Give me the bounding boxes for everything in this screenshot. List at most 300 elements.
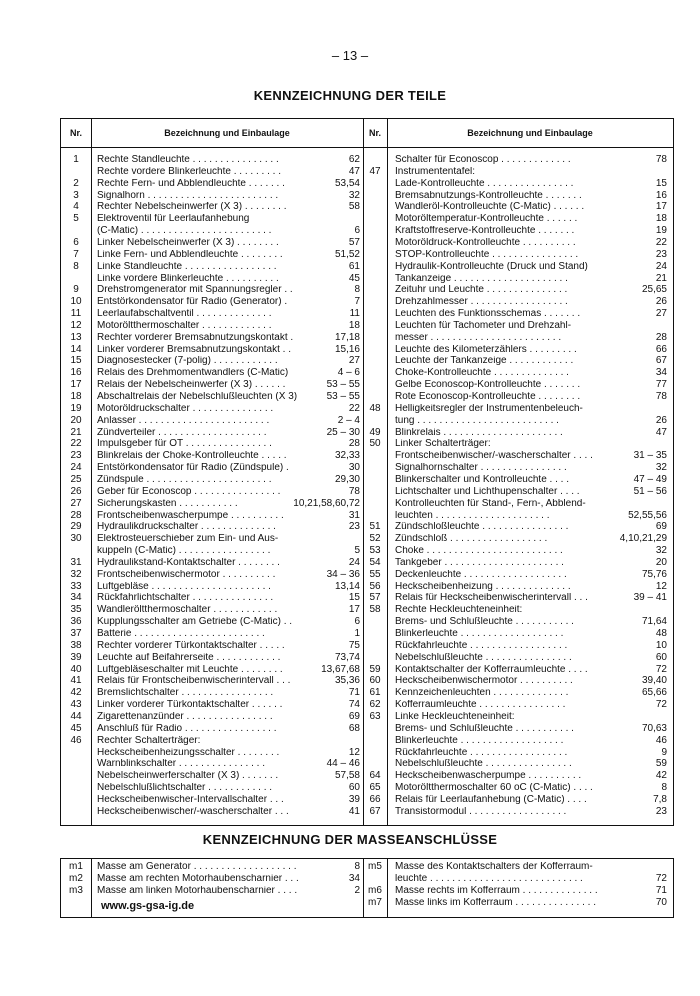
row-description: Motoröldruckschalter . . . . . . . . . . . . . . . bbox=[97, 403, 274, 414]
row-number: 55 bbox=[369, 568, 381, 580]
row-description: Blinkerleuchte . . . . . . . . . . . . . . . . . . . bbox=[395, 735, 564, 746]
row-value: 47 bbox=[655, 426, 667, 438]
row-description: Rückfahrleuchte . . . . . . . . . . . . . . . . . . bbox=[395, 640, 568, 651]
row-description: Masse am rechten Motorhaubenscharnier . . . bbox=[97, 873, 299, 884]
parts-title: KENNZEICHNUNG DER TEILE bbox=[253, 88, 447, 103]
row-description: Motoröldruck-Kontrolleuchte . . . . . . . . . . bbox=[395, 237, 576, 248]
row-value: 59 bbox=[655, 758, 667, 770]
row-value: 24 bbox=[655, 260, 667, 272]
row-description: Leuchte des Kilometerzählers . . . . . . . . . bbox=[395, 344, 577, 355]
row-number: 49 bbox=[369, 426, 381, 438]
row-number: 26 bbox=[70, 485, 82, 497]
row-description: Linke Heckleuchteneinheit: bbox=[395, 711, 515, 722]
row-value: 6 bbox=[354, 616, 360, 628]
row-value: 39 – 41 bbox=[633, 592, 667, 604]
row-value: 71 bbox=[348, 687, 360, 699]
row-description: Zigarettenanzünder . . . . . . . . . . . . . . . . bbox=[97, 711, 273, 722]
row-description: Heckscheibenwischermotor . . . . . . . . . . bbox=[395, 676, 573, 687]
row-value: 10,21,58,60,72 bbox=[293, 497, 360, 509]
row-value: 17 bbox=[655, 201, 667, 213]
row-number: 5 bbox=[73, 213, 79, 225]
row-description: messer . . . . . . . . . . . . . . . . . . . . . . . . bbox=[395, 332, 562, 343]
row-description: Choke-Kontrolleuchte . . . . . . . . . . . . . . bbox=[395, 368, 569, 379]
row-description: Kraftstoffreserve-Kontrolleuchte . . . . . . . bbox=[395, 226, 575, 237]
divider bbox=[387, 119, 388, 825]
row-description: Nebelschlußleuchte . . . . . . . . . . . . . . . . bbox=[395, 759, 572, 770]
row-value: 57 bbox=[348, 236, 360, 248]
row-value: 42 bbox=[655, 770, 667, 782]
row-description: Batterie . . . . . . . . . . . . . . . . . . . . . . . . bbox=[97, 629, 265, 639]
row-number: 42 bbox=[70, 687, 82, 699]
row-description: Geber für Econoscop . . . . . . . . . . . . . . . . bbox=[97, 486, 281, 497]
row-description: leuchten . . . . . . . . . . . . . . . . . . . . . bbox=[395, 510, 550, 521]
row-description: Kontaktschalter der Kofferraumleuchte . . . . bbox=[395, 664, 588, 675]
row-value: 23 bbox=[348, 521, 360, 533]
row-description: Zündverteiler . . . . . . . . . . . . . . . . . . . . bbox=[97, 427, 267, 438]
divider bbox=[387, 859, 388, 917]
row-description: Wandleröl-Kontrolleuchte (C-Matic) . . . . . . bbox=[395, 202, 585, 213]
row-number: m5 bbox=[368, 861, 382, 872]
row-description: Impulsgeber für OT . . . . . . . . . . . . . . . . bbox=[97, 439, 272, 450]
row-description: Diagnosestecker (7-polig) . . . . . . . . . . . . bbox=[97, 356, 278, 367]
row-value: 6 bbox=[354, 225, 360, 237]
row-number: 63 bbox=[369, 710, 381, 722]
col-header-nr: Nr. bbox=[368, 128, 381, 138]
row-number: 12 bbox=[70, 319, 82, 331]
row-description: Helligkeitsregler der Instrumentenbeleuch- bbox=[395, 403, 583, 414]
row-value: 78 bbox=[655, 391, 667, 402]
row-number: 51 bbox=[369, 521, 381, 533]
row-value: 68 bbox=[348, 722, 360, 734]
row-description: Drehstromgenerator mit Spannungsregler . . bbox=[97, 285, 293, 296]
row-description: Elektrosteuerschieber zum Ein- und Aus- bbox=[97, 534, 279, 545]
row-description: Masse links im Kofferraum . . . . . . . . . . . . . . . bbox=[395, 897, 596, 908]
row-value: 67 bbox=[655, 355, 667, 367]
row-value: 15 bbox=[655, 177, 667, 189]
row-description: Wandleröltthermoschalter . . . . . . . . . . . . bbox=[97, 605, 278, 616]
row-number: 64 bbox=[369, 770, 381, 782]
row-value: 20 bbox=[655, 556, 667, 568]
row-description: Masse rechts im Kofferraum . . . . . . . . . . . . . . bbox=[395, 885, 598, 896]
row-description: Luftgebläseschalter mit Leuchte . . . . . . . . bbox=[97, 664, 283, 675]
row-value: 16 bbox=[655, 189, 667, 201]
row-number: 35 bbox=[70, 604, 82, 616]
row-value: 22 bbox=[348, 402, 360, 414]
row-description: Brems- und Schlußleuchte . . . . . . . . . . . bbox=[395, 617, 574, 628]
row-description: Nebelschlußleuchte . . . . . . . . . . . . . . . . bbox=[395, 652, 572, 663]
row-description: Deckenleuchte . . . . . . . . . . . . . . . . . . . bbox=[395, 569, 567, 580]
row-number: 47 bbox=[369, 165, 381, 177]
row-value: 53 – 55 bbox=[326, 391, 360, 402]
row-description: Drehzahlmesser . . . . . . . . . . . . . . . . . . bbox=[395, 297, 568, 308]
header-divider bbox=[61, 147, 673, 148]
row-description: Linker vorderer Bremsabnutzungskontakt . . bbox=[97, 344, 291, 355]
row-value: 60 bbox=[655, 651, 667, 663]
row-value: 58 bbox=[348, 201, 360, 213]
row-description: Leerlaufabschaltventil . . . . . . . . . . . . . . bbox=[97, 309, 272, 320]
row-value: 32 bbox=[655, 545, 667, 557]
row-number: 60 bbox=[369, 675, 381, 687]
row-number: 25 bbox=[70, 473, 82, 485]
row-description: Rote Econoscop-Kontrolleuchte . . . . . . . . bbox=[395, 392, 581, 402]
row-description: Elektroventil für Leerlaufanhebung bbox=[97, 214, 250, 225]
row-value: 69 bbox=[348, 710, 360, 722]
row-number: 62 bbox=[369, 699, 381, 711]
row-number: 31 bbox=[70, 556, 82, 568]
row-number: 45 bbox=[70, 722, 82, 734]
row-description: Leuchten für Tachometer und Drehzahl- bbox=[395, 320, 572, 331]
row-value: 12 bbox=[348, 746, 360, 758]
row-value: 41 bbox=[348, 805, 360, 817]
row-description: Lichtschalter und Lichthupenschalter . . . . bbox=[395, 486, 580, 497]
row-value: 30 bbox=[348, 462, 360, 474]
row-value: 71 bbox=[655, 884, 667, 896]
row-description: Transistormodul . . . . . . . . . . . . . . . . . . bbox=[395, 806, 567, 817]
row-value: 61 bbox=[348, 260, 360, 272]
row-description: Rechte Fern- und Abblendleuchte . . . . . . . bbox=[97, 178, 285, 189]
row-number: 52 bbox=[369, 533, 381, 545]
row-description: Sicherungskasten . . . . . . . . . . . bbox=[97, 498, 238, 509]
row-value: 44 – 46 bbox=[326, 758, 360, 770]
row-number: 57 bbox=[369, 592, 381, 604]
row-value: 7 bbox=[354, 296, 360, 308]
row-description: Zeituhr und Leuchte . . . . . . . . . . . . . . . bbox=[395, 285, 568, 296]
row-number: 3 bbox=[73, 189, 79, 201]
row-description: Signalhorn . . . . . . . . . . . . . . . . . . . . . . . . bbox=[97, 190, 279, 201]
row-number: 50 bbox=[369, 438, 381, 450]
row-description: Motoröltemperatur-Kontrolleuchte . . . . . . bbox=[395, 214, 578, 225]
row-number: 21 bbox=[70, 426, 82, 438]
row-description: Nebelschlußlichtschalter . . . . . . . . . . . . bbox=[97, 783, 273, 794]
row-number: 14 bbox=[70, 343, 82, 355]
row-value: 10 bbox=[655, 639, 667, 651]
row-number: 27 bbox=[70, 497, 82, 509]
row-value: 72 bbox=[655, 872, 667, 884]
row-number: 18 bbox=[70, 391, 82, 402]
row-description: Zündschloß . . . . . . . . . . . . . . . . . . bbox=[395, 534, 548, 545]
row-description: tung . . . . . . . . . . . . . . . . . . . . . . . . . . bbox=[395, 415, 559, 426]
row-description: Tankgeber . . . . . . . . . . . . . . . . . . . . . . bbox=[395, 557, 564, 568]
row-description: Linke Standleuchte . . . . . . . . . . . . . . . . . bbox=[97, 261, 277, 272]
row-number: m6 bbox=[368, 884, 382, 896]
row-value: 34 bbox=[348, 872, 360, 884]
row-value: 32 bbox=[348, 189, 360, 201]
row-description: Rückfahrleuchte . . . . . . . . . . . . . . . . . . bbox=[395, 747, 568, 758]
row-value: 72 bbox=[655, 663, 667, 675]
row-value: 29,30 bbox=[334, 473, 360, 485]
row-description: Entstörkondensator für Radio (Generator) . bbox=[97, 297, 288, 308]
row-number: 11 bbox=[70, 308, 82, 320]
row-value: 17,18 bbox=[334, 331, 360, 343]
col-header-desc: Bezeichnung und Einbaulage bbox=[467, 128, 593, 138]
divider bbox=[91, 119, 92, 825]
row-value: 11 bbox=[349, 308, 360, 320]
row-value: 34 bbox=[655, 367, 667, 379]
row-value: 75,76 bbox=[641, 568, 667, 580]
row-value: 78 bbox=[348, 485, 360, 497]
row-description: Frontscheibenwischer/-wascherschalter . . . . bbox=[395, 451, 593, 462]
row-description: Masse am Generator . . . . . . . . . . . . . . . . . . . bbox=[97, 862, 297, 872]
row-number: 7 bbox=[73, 248, 79, 260]
row-number: m2 bbox=[69, 872, 83, 884]
row-value: 23 bbox=[655, 805, 667, 817]
row-value: 8 bbox=[354, 284, 360, 296]
parts-table bbox=[60, 118, 674, 826]
row-value: 8 bbox=[661, 782, 667, 794]
row-description: Rechte vordere Blinkerleuchte . . . . . . . . . bbox=[97, 166, 281, 177]
row-number: 56 bbox=[369, 580, 381, 592]
row-description: Motoröltthermoschalter . . . . . . . . . . . . . bbox=[97, 320, 272, 331]
row-number: 6 bbox=[73, 236, 79, 248]
row-value: 46 bbox=[655, 734, 667, 746]
row-number: 8 bbox=[73, 260, 79, 272]
row-description: Heckscheibenheizungsschalter . . . . . . . . bbox=[97, 747, 280, 758]
row-number: 33 bbox=[70, 580, 82, 592]
row-number: 40 bbox=[70, 663, 82, 675]
row-description: Blinkrelais . . . . . . . . . . . . . . . . . . . . . . bbox=[395, 427, 563, 438]
row-value: 2 – 4 bbox=[337, 414, 360, 426]
row-value: 53,54 bbox=[334, 177, 360, 189]
row-description: Brems- und Schlußleuchte . . . . . . . . . . . bbox=[395, 723, 574, 734]
row-value: 48 bbox=[655, 628, 667, 639]
row-value: 12 bbox=[655, 580, 667, 592]
row-description: Heckscheibenwascherpumpe . . . . . . . . . . bbox=[395, 771, 582, 782]
row-value: 28 bbox=[348, 438, 360, 450]
row-description: Masse am linken Motorhaubenscharnier . . . . bbox=[97, 885, 298, 896]
row-description: Anlasser . . . . . . . . . . . . . . . . . . . . . . . . bbox=[97, 415, 270, 426]
row-value: 22 bbox=[655, 236, 667, 248]
row-description: Linker Schalterträger: bbox=[395, 439, 491, 450]
row-value: 69 bbox=[655, 521, 667, 533]
row-value: 74 bbox=[348, 699, 360, 711]
divider bbox=[91, 859, 92, 917]
row-description: Blinkerschalter und Kontrolleuchte . . . . bbox=[395, 474, 569, 485]
ground-table bbox=[60, 858, 674, 918]
row-value: 15 bbox=[348, 592, 360, 604]
row-description: Relais für Frontscheibenwischerintervall . . . bbox=[97, 676, 291, 687]
row-description: Kofferraumleuchte . . . . . . . . . . . . . . . . bbox=[395, 700, 566, 711]
row-number: 22 bbox=[70, 438, 82, 450]
row-value: 57,58 bbox=[334, 770, 360, 782]
row-number: 28 bbox=[70, 509, 82, 521]
row-description: Motoröltthermoschalter 60 oC (C-Matic) . . . . bbox=[395, 783, 593, 794]
row-number: 9 bbox=[73, 284, 79, 296]
row-value: 18 bbox=[348, 319, 360, 331]
row-description: Zündschloßleuchte . . . . . . . . . . . . . . . . bbox=[395, 522, 569, 533]
row-value: 53 – 55 bbox=[326, 379, 360, 391]
row-value: 31 – 35 bbox=[633, 450, 667, 462]
row-number: 32 bbox=[70, 568, 82, 580]
row-number: 53 bbox=[369, 545, 381, 557]
row-value: 75 bbox=[348, 639, 360, 651]
row-value: 34 – 36 bbox=[326, 568, 360, 580]
row-description: Relais für Leerlaufanhebung (C-Matic) . . . . bbox=[395, 794, 587, 805]
row-value: 25 – 30 bbox=[326, 426, 360, 438]
row-number: 34 bbox=[70, 592, 82, 604]
row-description: Heckscheibenwischer/-wascherschalter . . . bbox=[97, 806, 289, 817]
row-value: 78 bbox=[655, 154, 667, 165]
row-description: Linker vorderer Türkontaktschalter . . . . . . bbox=[97, 700, 283, 711]
row-value: 70 bbox=[655, 896, 667, 908]
row-number: 38 bbox=[70, 639, 82, 651]
row-description: Linke vordere Blinkerleuchte . . . . . . . . . . bbox=[97, 273, 279, 284]
row-number: 58 bbox=[369, 604, 381, 616]
row-description: Relais des Drehmomentwandlers (C-Matic) bbox=[97, 368, 289, 379]
row-description: Lade-Kontrolleuchte . . . . . . . . . . . . . . . . bbox=[395, 178, 574, 189]
row-number: 67 bbox=[369, 805, 381, 817]
row-number: 54 bbox=[369, 556, 381, 568]
row-value: 39 bbox=[348, 793, 360, 805]
row-value: 35,36 bbox=[334, 675, 360, 687]
row-description: Frontscheibenwascherpumpe . . . . . . . . . . bbox=[97, 510, 284, 521]
row-description: Rechter Nebelscheinwerfer (X 3) . . . . . . . . bbox=[97, 202, 287, 213]
row-description: Heckscheibenheizung . . . . . . . . . . . . . . bbox=[395, 581, 571, 592]
row-value: 23 bbox=[655, 248, 667, 260]
row-number: 39 bbox=[70, 651, 82, 663]
row-number: 44 bbox=[70, 710, 82, 722]
ground-title: KENNZEICHNUNG DER MASSEANSCHLÜSSE bbox=[202, 832, 498, 847]
row-value: 65,66 bbox=[641, 687, 667, 699]
col-header-nr: Nr. bbox=[69, 128, 82, 138]
row-value: 28 bbox=[655, 331, 667, 343]
row-number: 15 bbox=[70, 355, 82, 367]
row-description: Choke . . . . . . . . . . . . . . . . . . . . . . . . . bbox=[395, 546, 563, 557]
row-description: Signalhornschalter . . . . . . . . . . . . . . . . bbox=[395, 463, 567, 474]
row-description: Linke Fern- und Abblendleuchte . . . . . . . . bbox=[97, 249, 283, 260]
row-number: 36 bbox=[70, 616, 82, 628]
row-number: m7 bbox=[368, 896, 382, 908]
row-number: m3 bbox=[69, 884, 83, 896]
row-value: 4,10,21,29 bbox=[619, 533, 667, 545]
row-number: 29 bbox=[70, 521, 82, 533]
row-number: 23 bbox=[70, 450, 82, 462]
row-value: 5 bbox=[354, 545, 360, 557]
row-value: 52,55,56 bbox=[628, 509, 667, 521]
row-description: Rückfahrlichtschalter . . . . . . . . . . . . . . . bbox=[97, 593, 274, 604]
row-value: 47 bbox=[348, 165, 360, 177]
row-description: kuppeln (C-Matic) . . . . . . . . . . . . . . . . . bbox=[97, 546, 271, 557]
row-description: Rechter Schalterträger: bbox=[97, 735, 201, 746]
row-description: Relais für Heckscheibenwischerintervall . . . bbox=[395, 593, 588, 604]
row-value: 17 bbox=[348, 604, 360, 616]
row-value: 8 bbox=[354, 861, 360, 872]
row-number: 59 bbox=[369, 663, 381, 675]
row-description: Hydraulikdruckschalter . . . . . . . . . . . . . . bbox=[97, 522, 276, 533]
row-description: Rechte Heckleuchteneinheit: bbox=[395, 605, 523, 616]
row-value: 2 bbox=[354, 884, 360, 896]
row-value: 51,52 bbox=[334, 248, 360, 260]
row-description: Nebelscheinwerferschalter (X 3) . . . . . . . bbox=[97, 771, 279, 782]
row-number: 13 bbox=[70, 331, 82, 343]
row-description: Kennzeichenleuchten . . . . . . . . . . . . . . bbox=[395, 688, 569, 699]
row-number: 20 bbox=[70, 414, 82, 426]
row-value: 47 – 49 bbox=[633, 473, 667, 485]
row-value: 72 bbox=[655, 699, 667, 711]
row-number: 37 bbox=[70, 628, 82, 639]
row-value: 73,74 bbox=[334, 651, 360, 663]
row-number: 17 bbox=[70, 379, 82, 391]
row-description: Gelbe Econoscop-Kontrolleuchte . . . . . . . bbox=[395, 380, 581, 391]
row-value: 60 bbox=[348, 782, 360, 794]
page-number: – 13 – bbox=[331, 48, 369, 63]
row-number: 66 bbox=[369, 793, 381, 805]
row-number: 48 bbox=[369, 402, 381, 414]
row-description: Luftgebläse . . . . . . . . . . . . . . . . . . . . . . bbox=[97, 581, 271, 592]
row-number: 2 bbox=[73, 177, 79, 189]
row-description: Instrumententafel: bbox=[395, 166, 476, 177]
row-description: Blinkrelais der Choke-Kontrolleuchte . . . . . bbox=[97, 451, 287, 462]
row-description: Zündspule . . . . . . . . . . . . . . . . . . . . . . . bbox=[97, 474, 272, 485]
row-description: Leuchte auf Beifahrerseite . . . . . . . . . . . . bbox=[97, 652, 281, 663]
row-value: 27 bbox=[655, 308, 667, 320]
row-description: Blinkerleuchte . . . . . . . . . . . . . . . . . . . bbox=[395, 629, 564, 639]
row-number: 4 bbox=[73, 201, 79, 213]
row-value: 31 bbox=[348, 509, 360, 521]
row-description: (C-Matic) . . . . . . . . . . . . . . . . . . . . . . . . bbox=[97, 226, 272, 237]
row-number: 16 bbox=[70, 367, 82, 379]
row-number: 65 bbox=[369, 782, 381, 794]
row-number: 46 bbox=[70, 734, 82, 746]
row-description: Anschluß für Radio . . . . . . . . . . . . . . . . . bbox=[97, 723, 277, 734]
row-value: 13,14 bbox=[334, 580, 360, 592]
row-description: Warnblinkschalter . . . . . . . . . . . . . . . . bbox=[97, 759, 266, 770]
row-description: Abschaltrelais der Nebelschlußleuchten (X 3) bbox=[97, 392, 298, 402]
row-value: 39,40 bbox=[641, 675, 667, 687]
row-value: 19 bbox=[655, 225, 667, 237]
row-number: m1 bbox=[69, 861, 83, 872]
row-number: 24 bbox=[70, 462, 82, 474]
row-value: 70,63 bbox=[641, 722, 667, 734]
row-value: 24 bbox=[348, 556, 360, 568]
row-value: 7,8 bbox=[653, 793, 667, 805]
row-number: 41 bbox=[70, 675, 82, 687]
row-value: 18 bbox=[655, 213, 667, 225]
row-value: 15,16 bbox=[334, 343, 360, 355]
row-description: Rechte Standleuchte . . . . . . . . . . . . . . . . bbox=[97, 155, 279, 165]
row-value: 21 bbox=[655, 272, 667, 284]
row-value: 9 bbox=[661, 746, 667, 758]
row-value: 45 bbox=[348, 272, 360, 284]
row-value: 4 – 6 bbox=[337, 367, 360, 379]
row-number: 1 bbox=[73, 154, 79, 165]
row-description: Relais der Nebelscheinwerfer (X 3) . . . . . . bbox=[97, 380, 286, 391]
row-value: 13,67,68 bbox=[321, 663, 360, 675]
row-description: Kontrolleuchten für Stand-, Fern-, Abblend- bbox=[395, 498, 586, 509]
row-description: Tankanzeige . . . . . . . . . . . . . . . . . . . . . bbox=[395, 273, 568, 284]
row-description: Rechter vorderer Türkontaktschalter . . . . . bbox=[97, 640, 285, 651]
row-value: 26 bbox=[655, 414, 667, 426]
row-number: 10 bbox=[70, 296, 82, 308]
row-description: Masse des Kontaktschalters der Kofferraum- bbox=[395, 862, 593, 872]
row-description: leuchte . . . . . . . . . . . . . . . . . . . . . . . . . . . . bbox=[395, 873, 583, 884]
row-value: 27 bbox=[348, 355, 360, 367]
row-value: 32 bbox=[655, 462, 667, 474]
row-description: Kupplungsschalter am Getriebe (C-Matic) . . bbox=[97, 617, 293, 628]
row-value: 51 – 56 bbox=[633, 485, 667, 497]
row-description: Frontscheibenwischermotor . . . . . . . . . . bbox=[97, 569, 276, 580]
row-value: 1 bbox=[354, 628, 360, 639]
row-value: 32,33 bbox=[334, 450, 360, 462]
row-value: 25,65 bbox=[641, 284, 667, 296]
row-description: Hydraulik-Kontrolleuchte (Druck und Stand) bbox=[395, 261, 588, 272]
row-description: Linker Nebelscheinwerfer (X 3) . . . . . . . . bbox=[97, 237, 279, 248]
row-description: Bremsabnutzungs-Kontrolleuchte . . . . . . . bbox=[395, 190, 582, 201]
row-number: 61 bbox=[369, 687, 381, 699]
row-description: Hydraulikstand-Kontaktschalter . . . . . . . . bbox=[97, 557, 280, 568]
row-value: 66 bbox=[655, 343, 667, 355]
col-header-desc: Bezeichnung und Einbaulage bbox=[164, 128, 290, 138]
row-description: Heckscheibenwischer-Intervallschalter . . . bbox=[97, 794, 284, 805]
